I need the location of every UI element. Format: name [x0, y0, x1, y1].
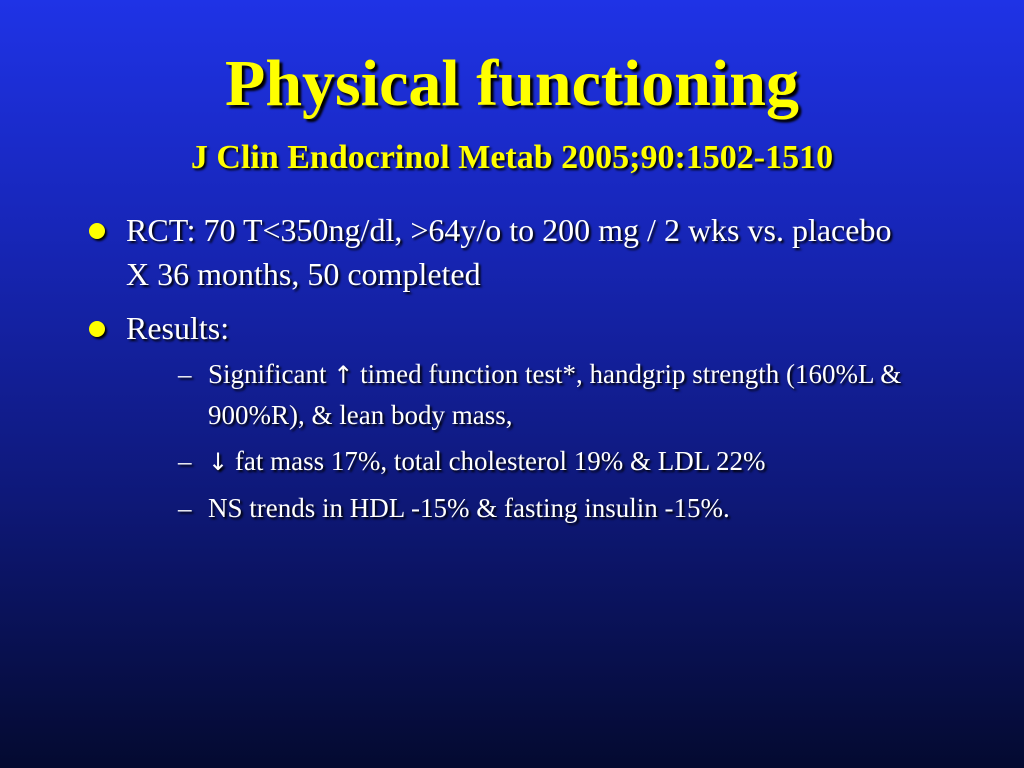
- dash-marker: –: [178, 359, 192, 389]
- sub-bullet-text: timed function test*, handgrip strength (160%L & 900%R), & lean body mass,: [208, 359, 902, 430]
- sub-bullet-text: fat mass 17%, total cholesterol 19% & LDL 22%: [228, 446, 766, 476]
- bullet-text: Results:: [126, 310, 230, 346]
- bullet-item: [88, 306, 918, 529]
- bullet-dot-icon: [89, 321, 105, 337]
- sub-bullet-item: [178, 441, 918, 482]
- dash-marker: –: [178, 493, 192, 523]
- slide-body: [88, 208, 918, 539]
- sub-bullet-item: [178, 354, 918, 435]
- arrow-down-icon: ↓: [208, 448, 229, 476]
- arrow-up-icon: ↑: [333, 361, 354, 389]
- sub-bullet-list: [178, 354, 918, 529]
- slide-subtitle: J Clin Endocrinol Metab 2005;90:1502-1510: [190, 139, 834, 176]
- sub-bullet-lead: Significant: [208, 359, 334, 389]
- bullet-text: RCT: 70 T<350ng/dl, >64y/o to 200 mg / 2 wks vs. placebo X 36 months, 50 completed: [126, 212, 892, 292]
- sub-bullet-text: NS trends in HDL -15% & fasting insulin -15%.: [208, 493, 730, 523]
- bullet-item: [88, 208, 918, 296]
- sub-bullet-item: [178, 488, 918, 529]
- dash-marker: –: [178, 446, 192, 476]
- slide-title: Physical functioning: [225, 47, 799, 120]
- bullet-dot-icon: [89, 223, 105, 239]
